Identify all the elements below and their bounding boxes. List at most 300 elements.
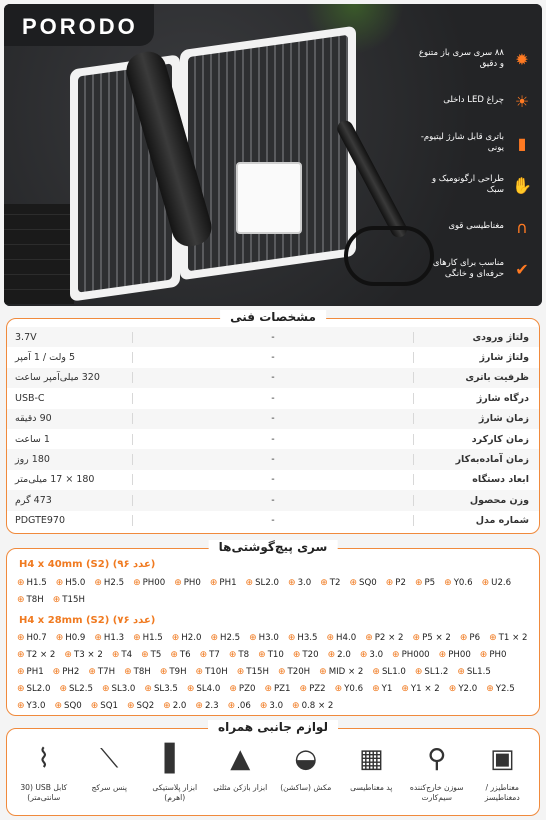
battery-icon: ▮	[517, 133, 527, 153]
bit-head-icon: ⊕	[245, 578, 254, 588]
feature-item	[414, 164, 534, 206]
bit-label: T15H	[62, 595, 85, 605]
bit-label: 3.0	[297, 578, 312, 588]
bit-label: 2.0	[172, 701, 187, 711]
accessory-item	[142, 737, 208, 803]
bit-head-icon: ⊕	[444, 578, 452, 588]
bit-item	[141, 648, 161, 662]
bit-label: U2.6	[491, 578, 512, 588]
bit-label: 3.0	[369, 650, 384, 660]
bit-head-icon: ⊕	[299, 684, 308, 694]
bit-head-icon: ⊕	[199, 650, 208, 660]
bit-item	[489, 631, 527, 645]
bit-label: 2.3	[204, 701, 219, 711]
bit-item	[392, 648, 430, 662]
accessory-item	[208, 737, 274, 803]
bit-item	[258, 648, 284, 662]
bit-item	[210, 576, 237, 590]
spec-key: ظرفیت باتری	[465, 372, 529, 384]
feature-item	[414, 80, 534, 122]
bit-head-icon: ⊕	[133, 633, 141, 643]
bit-head-icon: ⊕	[457, 667, 465, 677]
bit-item	[54, 699, 81, 713]
bit-label: Y1	[381, 684, 393, 694]
bit-head-icon: ⊕	[287, 633, 296, 643]
bit-label: Y0.6	[453, 578, 473, 588]
bit-item	[53, 665, 80, 679]
bits-group-2-title: H4 x 28mm (S2) (عدد ۷۶)	[19, 615, 156, 626]
bit-item	[264, 682, 290, 696]
bit-item	[260, 699, 283, 713]
spec-row	[7, 327, 539, 347]
bit-head-icon: ⊕	[64, 650, 72, 660]
bit-item	[319, 665, 363, 679]
accessory-label: سوزن خارج‌کننده سیم‌کارت	[409, 783, 464, 802]
bit-item	[195, 699, 218, 713]
bit-head-icon: ⊕	[365, 633, 373, 643]
bit-item	[133, 576, 165, 590]
spec-value: 320 میلی‌آمپر ساعت	[15, 372, 100, 384]
bit-item	[163, 699, 186, 713]
spec-table	[7, 327, 539, 531]
spec-row	[7, 347, 539, 367]
accessory-label: پد مغناطیسی	[350, 783, 393, 792]
accessory-label: کابل USB (30 سانتی‌متر)	[20, 783, 68, 802]
bit-head-icon: ⊕	[195, 667, 204, 677]
bit-label: PZ2	[309, 684, 326, 694]
bit-item	[17, 665, 44, 679]
bit-item	[335, 682, 363, 696]
bit-label: H2.5	[103, 578, 125, 588]
bit-item	[56, 631, 86, 645]
bit-head-icon: ⊕	[438, 650, 447, 660]
spec-dash: -	[132, 372, 414, 383]
bit-head-icon: ⊕	[163, 701, 171, 711]
bit-item	[88, 665, 115, 679]
bit-label: SL1.0	[381, 667, 406, 677]
bit-head-icon: ⊕	[479, 650, 488, 660]
bit-label: PZ0	[238, 684, 256, 694]
bit-label: H1.5	[142, 633, 163, 643]
bit-case-right	[180, 26, 356, 281]
bit-label: SL2.5	[69, 684, 93, 694]
bit-head-icon: ⊕	[277, 667, 286, 677]
spec-value: USB-C	[15, 392, 45, 404]
bit-head-icon: ⊕	[17, 684, 25, 694]
bit-label: Y2.0	[458, 684, 478, 694]
bit-head-icon: ⊕	[334, 684, 343, 694]
bit-item	[439, 648, 471, 662]
bit-label: H1.5	[26, 578, 47, 588]
spec-value: 1 ساعت	[15, 433, 50, 445]
bit-head-icon: ⊕	[228, 650, 237, 660]
bit-head-icon: ⊕	[319, 667, 327, 677]
bit-head-icon: ⊕	[88, 667, 96, 677]
bit-item	[360, 648, 383, 662]
bit-head-icon: ⊕	[459, 633, 468, 643]
bit-item	[127, 699, 154, 713]
bit-label: SL3.5	[153, 684, 178, 694]
bit-label: SL1.5	[466, 667, 491, 677]
bit-head-icon: ⊕	[17, 701, 25, 711]
bit-label: PH0	[183, 578, 201, 588]
feature-text: چراغ LED داخلی	[443, 95, 504, 106]
spec-dash: -	[132, 454, 414, 465]
accessory-label: ابزار پلاستیکی (اهرم)	[152, 783, 198, 802]
bit-label: H0.7	[26, 633, 47, 643]
bit-label: PH1	[219, 578, 237, 588]
bits-group-2-list	[17, 631, 529, 713]
bit-head-icon: ⊕	[59, 684, 68, 694]
bit-head-icon: ⊕	[54, 701, 63, 711]
bit-item	[133, 631, 163, 645]
feature-text: مغناطیسی قوی	[448, 221, 504, 232]
accessories-panel	[6, 720, 540, 816]
bit-item	[415, 576, 435, 590]
bit-head-icon: ⊕	[320, 578, 328, 588]
accessory-label: مکش (ساکشن)	[280, 783, 332, 792]
storage-box	[236, 162, 302, 234]
hand-icon: ✋	[512, 175, 532, 195]
bit-label: SQ0	[64, 701, 82, 711]
bits-title: سری پیچ‌گوشتی‌ها	[209, 540, 338, 554]
bit-item	[59, 682, 92, 696]
bit-head-icon: ⊕	[209, 578, 218, 588]
bit-head-icon: ⊕	[126, 701, 135, 711]
spec-value: 180 × 17 میلی‌متر	[15, 474, 95, 486]
spec-row	[7, 409, 539, 429]
suction-cup-icon: ◒	[294, 744, 318, 774]
bit-item	[401, 682, 439, 696]
bit-label: SQ2	[136, 701, 155, 711]
spec-panel	[6, 310, 540, 534]
feature-list	[414, 38, 534, 290]
bit-head-icon: ⊕	[481, 578, 490, 588]
spec-key: زمان آماده‌به‌کار	[455, 454, 529, 466]
bit-item	[53, 593, 85, 607]
check-badge-icon: ✔	[515, 259, 529, 279]
spec-dash: -	[132, 332, 414, 343]
bits-group-1-title: H4 x 40mm (S2) (عدد ۹۶)	[19, 559, 156, 570]
bit-label: SQ1	[100, 701, 118, 711]
bit-head-icon: ⊕	[227, 701, 236, 711]
bit-label: 2.0	[337, 650, 351, 660]
pry-tool-icon: ▌	[164, 744, 185, 774]
bit-item	[292, 699, 333, 713]
bit-item	[229, 648, 249, 662]
bit-label: H4.0	[336, 633, 357, 643]
feature-text: ۸۸ سری سری باز متنوع و دقیق	[418, 47, 504, 69]
bit-item	[17, 699, 45, 713]
bit-label: PH1	[26, 667, 44, 677]
bit-item	[174, 576, 201, 590]
spec-dash: -	[132, 352, 414, 363]
bit-head-icon: ⊕	[372, 667, 380, 677]
accessories-list	[11, 737, 535, 803]
bit-head-icon: ⊕	[17, 667, 25, 677]
bit-item	[17, 648, 55, 662]
bit-item	[288, 631, 318, 645]
bit-head-icon: ⊕	[401, 684, 409, 694]
bit-label: T2 × 2	[26, 650, 56, 660]
feature-text: مناسب برای کارهای حرفه‌ای و خانگی	[432, 257, 504, 279]
bit-label: P5 × 2	[422, 633, 451, 643]
bit-head-icon: ⊕	[264, 684, 272, 694]
bit-item	[200, 648, 220, 662]
accessory-item	[273, 737, 339, 803]
bit-head-icon: ⊕	[385, 578, 394, 588]
bit-label: T8	[238, 650, 250, 660]
accessory-label: مغناطیزر / دمغناطیسز	[484, 783, 520, 802]
bit-head-icon: ⊕	[170, 650, 178, 660]
bit-head-icon: ⊕	[17, 578, 25, 588]
bit-head-icon: ⊕	[90, 701, 99, 711]
feature-item	[414, 206, 534, 248]
bit-label: H2.0	[181, 633, 202, 643]
bit-head-icon: ⊕	[55, 578, 64, 588]
bit-item	[229, 682, 255, 696]
bit-label: H2.5	[219, 633, 241, 643]
bit-item	[94, 576, 124, 590]
sun-icon: ☀	[514, 91, 530, 111]
bit-head-icon: ⊕	[52, 667, 61, 677]
bit-label: SL4.0	[196, 684, 221, 694]
bit-head-icon: ⊕	[133, 578, 141, 588]
bit-label: PH00	[142, 578, 166, 588]
bit-item	[170, 648, 190, 662]
bit-label: T5	[150, 650, 162, 660]
spec-row	[7, 449, 539, 469]
accessory-item	[339, 737, 405, 803]
bit-head-icon: ⊕	[414, 578, 423, 588]
spec-value: 180 روز	[15, 454, 50, 466]
bit-head-icon: ⊕	[52, 595, 61, 605]
spec-dash: -	[132, 474, 414, 485]
bit-label: 3.0	[269, 701, 284, 711]
bit-label: T4	[121, 650, 133, 660]
bit-head-icon: ⊕	[448, 684, 457, 694]
bit-label: P5	[424, 578, 436, 588]
bit-label: T2	[329, 578, 341, 588]
bit-head-icon: ⊕	[210, 633, 218, 643]
bit-head-icon: ⊕	[229, 684, 237, 694]
spec-value: 3.7V	[15, 331, 37, 343]
bit-label: PH000	[401, 650, 430, 660]
bit-head-icon: ⊕	[392, 650, 400, 660]
bit-item	[288, 576, 311, 590]
bit-item	[486, 682, 514, 696]
sim-pin-icon: ⚲	[427, 744, 447, 774]
bit-item	[17, 631, 47, 645]
bit-item	[94, 631, 124, 645]
bit-head-icon: ⊕	[17, 633, 25, 643]
spec-key: شماره مدل	[475, 515, 529, 527]
bit-label: T7H	[97, 667, 116, 677]
bit-head-icon: ⊕	[249, 633, 257, 643]
magnetic-pad-icon: ▦	[358, 744, 384, 774]
bit-label: H0.9	[65, 633, 86, 643]
bit-item	[249, 631, 279, 645]
bit-item	[17, 593, 44, 607]
bit-label: Y1 × 2	[410, 684, 440, 694]
spec-key: وزن محصول	[469, 494, 529, 506]
bit-item	[172, 631, 202, 645]
bit-head-icon: ⊕	[17, 595, 25, 605]
bit-item	[228, 699, 251, 713]
spec-row	[7, 368, 539, 388]
bit-label: T8H	[26, 595, 44, 605]
spec-dash: -	[132, 393, 414, 404]
magnetizer-icon: ▣	[489, 744, 515, 774]
bit-item	[300, 682, 326, 696]
bit-item	[160, 665, 187, 679]
bit-head-icon: ⊕	[174, 578, 182, 588]
spec-row	[7, 388, 539, 408]
spec-value: 90 دقیقه	[15, 413, 52, 425]
bit-head-icon: ⊕	[94, 633, 102, 643]
bit-item	[237, 665, 269, 679]
bit-item	[444, 576, 472, 590]
bit-head-icon: ⊕	[17, 650, 25, 660]
bit-label: H1.3	[103, 633, 125, 643]
bit-label: SQ0	[359, 578, 377, 588]
bit-label: H5.0	[65, 578, 86, 588]
feature-item	[414, 248, 534, 290]
bits-panel	[6, 540, 540, 716]
bit-label: SL2.0	[26, 684, 51, 694]
bit-label: MID × 2	[328, 667, 364, 677]
bit-head-icon: ⊕	[327, 650, 336, 660]
bit-item	[480, 648, 507, 662]
bit-label: PH2	[62, 667, 80, 677]
bit-head-icon: ⊕	[372, 684, 380, 694]
feature-item	[414, 122, 534, 164]
bit-item	[17, 576, 47, 590]
spec-row	[7, 490, 539, 510]
bit-head-icon: ⊕	[292, 701, 300, 711]
bit-label: SL1.2	[424, 667, 449, 677]
bit-head-icon: ⊕	[414, 667, 423, 677]
bit-item	[372, 665, 405, 679]
spec-key: ابعاد دستگاه	[472, 474, 529, 486]
spec-dash: -	[132, 434, 414, 445]
spec-key: ولتاژ ورودی	[472, 331, 529, 343]
bit-label: T15H	[246, 667, 269, 677]
bit-item	[365, 631, 403, 645]
bit-head-icon: ⊕	[349, 578, 358, 588]
bits-icon: ✹	[515, 49, 529, 69]
usb-cable-icon: ⌇	[37, 744, 51, 774]
bit-item	[327, 631, 357, 645]
bit-head-icon: ⊕	[171, 633, 180, 643]
bit-item	[415, 665, 448, 679]
spec-key: زمان کارکرد	[471, 433, 529, 445]
spec-row	[7, 429, 539, 449]
bit-head-icon: ⊕	[326, 633, 335, 643]
bit-head-icon: ⊕	[236, 667, 245, 677]
bit-item	[112, 648, 132, 662]
bit-head-icon: ⊕	[144, 684, 152, 694]
bit-label: T3 × 2	[73, 650, 103, 660]
spec-value: PDGTE970	[15, 515, 66, 527]
bit-item	[460, 631, 480, 645]
bit-head-icon: ⊕	[258, 650, 266, 660]
spec-value: 5 ولت / 1 آمپر	[15, 352, 76, 364]
bit-head-icon: ⊕	[359, 650, 368, 660]
spec-value: 473 گرم	[15, 494, 52, 506]
bit-label: .06	[237, 701, 251, 711]
bit-label: H3.5	[297, 633, 318, 643]
bit-label: PZ1	[273, 684, 291, 694]
bit-item	[196, 665, 228, 679]
bit-head-icon: ⊕	[55, 633, 64, 643]
bit-label: H3.0	[258, 633, 279, 643]
bit-item	[328, 648, 351, 662]
bit-item	[210, 631, 240, 645]
accessory-item	[11, 737, 77, 803]
accessory-item	[77, 737, 143, 803]
bit-label: T9H	[169, 667, 187, 677]
spec-dash: -	[132, 495, 414, 506]
bit-item	[246, 576, 279, 590]
bit-head-icon: ⊕	[186, 684, 195, 694]
bit-label: P2 × 2	[374, 633, 404, 643]
bit-label: T1 × 2	[498, 633, 528, 643]
spec-row	[7, 470, 539, 490]
bit-head-icon: ⊕	[124, 667, 132, 677]
bit-item	[56, 576, 86, 590]
bit-head-icon: ⊕	[94, 578, 102, 588]
accessory-item	[470, 737, 536, 803]
bit-item	[144, 682, 177, 696]
bit-head-icon: ⊕	[288, 578, 296, 588]
feature-item	[414, 38, 534, 80]
brand-logo: PORODO	[22, 14, 138, 39]
bit-item	[102, 682, 135, 696]
bit-item	[64, 648, 102, 662]
spec-dash: -	[132, 515, 414, 526]
bit-head-icon: ⊕	[292, 650, 301, 660]
bit-item	[350, 576, 377, 590]
accessory-label: پنس سرکج	[91, 783, 128, 792]
bit-head-icon: ⊕	[486, 684, 494, 694]
bit-item	[278, 665, 310, 679]
spec-row	[7, 511, 539, 531]
cutting-mat	[4, 204, 74, 304]
bit-item	[17, 682, 50, 696]
bit-item	[449, 682, 477, 696]
bit-label: Y0.6	[344, 684, 364, 694]
bit-label: T7	[209, 650, 220, 660]
bit-label: SL2.0	[255, 578, 280, 588]
bit-item	[372, 682, 392, 696]
bit-head-icon: ⊕	[159, 667, 168, 677]
tweezers-icon: ⟋	[100, 743, 119, 774]
spec-dash: -	[132, 413, 414, 424]
bit-head-icon: ⊕	[195, 701, 203, 711]
feature-text: باتری قابل شارژ لیتیوم-یونی	[420, 131, 504, 153]
bit-head-icon: ⊕	[141, 650, 149, 660]
bit-label: T8H	[133, 667, 151, 677]
bit-item	[413, 631, 451, 645]
spec-title: مشخصات فنی	[220, 310, 326, 324]
accessory-item	[404, 737, 470, 803]
accessory-label: ابزار بازکن مثلثی	[213, 783, 268, 792]
bit-label: Y3.0	[26, 701, 46, 711]
bit-label: PH0	[489, 650, 507, 660]
spec-key: درگاه شارژ	[476, 392, 529, 404]
spec-key: ولتاژ شارژ	[479, 352, 529, 364]
